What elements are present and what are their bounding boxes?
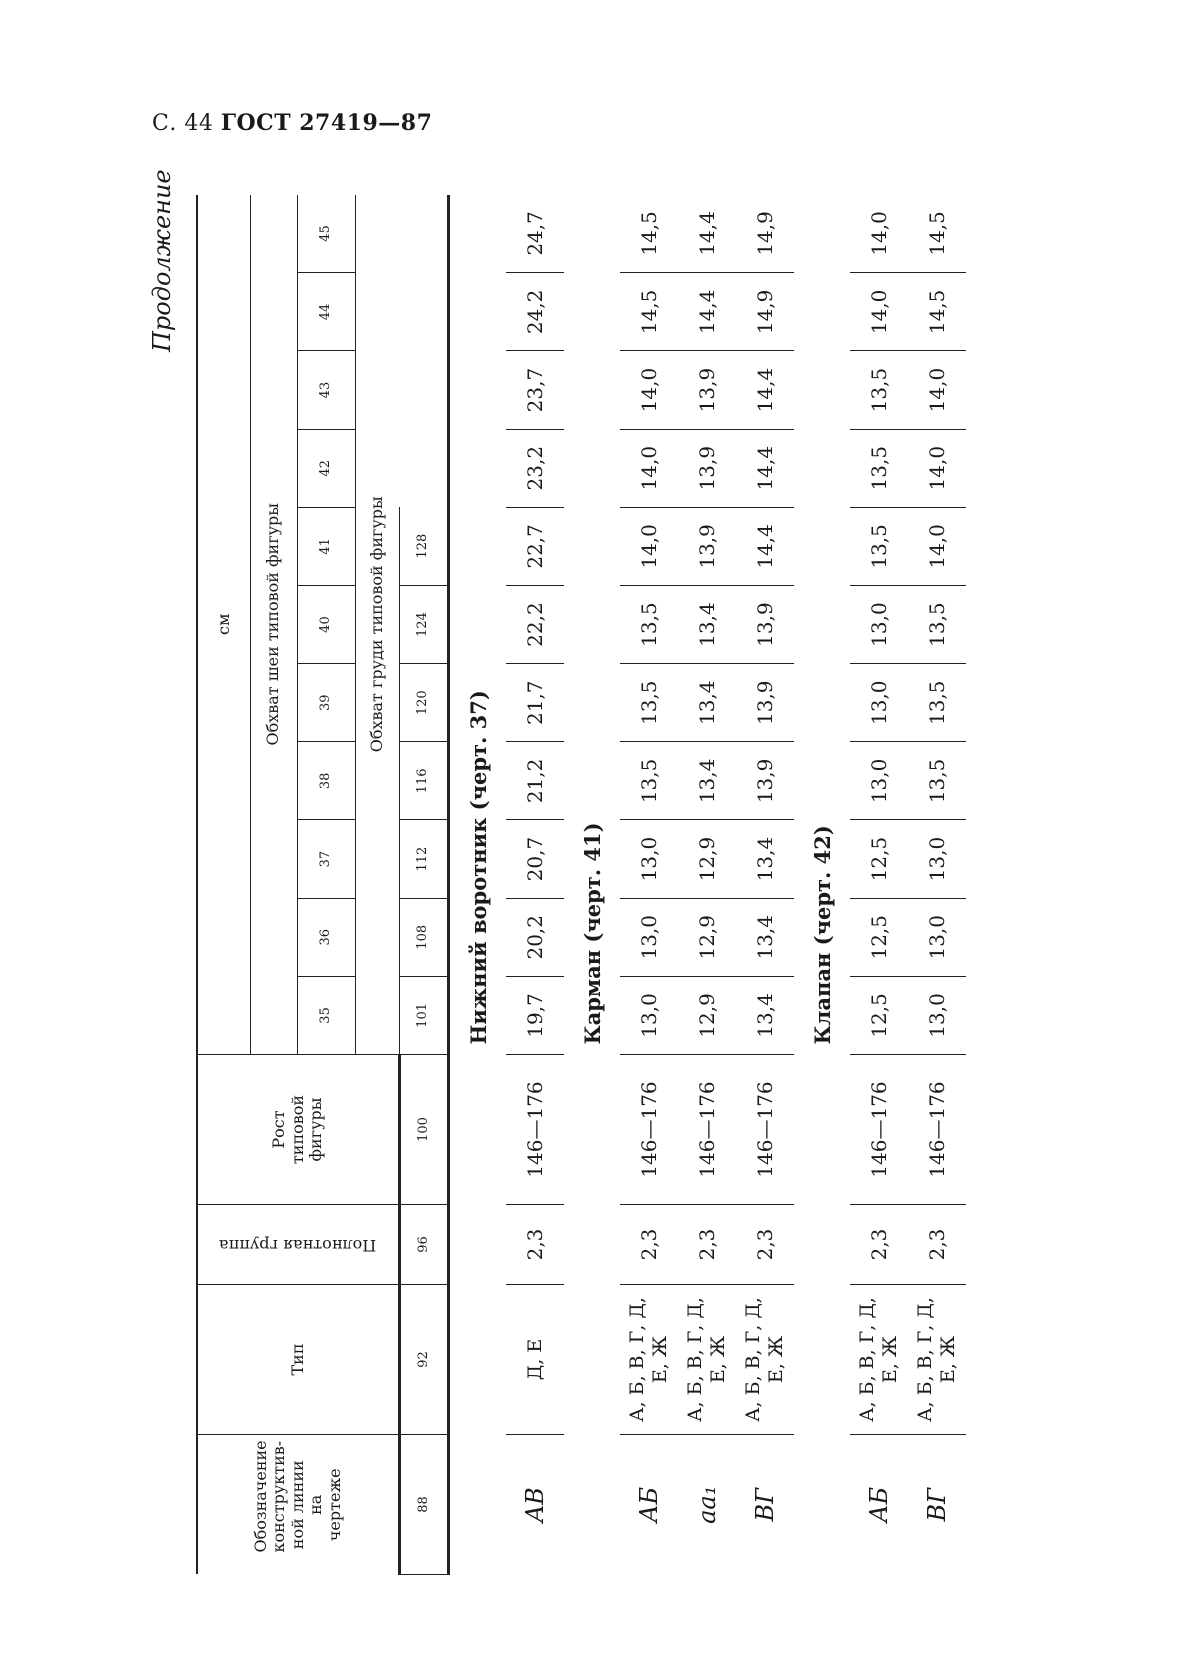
value-cell: 13,0 xyxy=(908,820,966,898)
designation-cell: AB xyxy=(521,1487,549,1523)
value-cell: 13,0 xyxy=(850,585,908,663)
table-row xyxy=(908,195,966,1575)
value-cell: 14,5 xyxy=(620,195,678,273)
value-cell: 13,0 xyxy=(908,898,966,976)
neck-size-header: 39 xyxy=(297,664,355,742)
neck-size-header: 35 xyxy=(297,976,355,1054)
size-table xyxy=(196,195,966,1575)
neck-size-header: 43 xyxy=(297,351,355,429)
value-cell: 12,9 xyxy=(678,976,736,1054)
chest-size-header: 120 xyxy=(400,664,449,742)
value-cell: 23,2 xyxy=(506,429,564,507)
page-number: С. 44 xyxy=(152,111,214,136)
value-cell: 13,0 xyxy=(850,742,908,820)
neck-size-header: 41 xyxy=(297,507,355,585)
section-title: Клапан (черт. 42) xyxy=(809,825,835,1045)
value-cell: 21,7 xyxy=(506,664,564,742)
value-cell: 24,7 xyxy=(506,195,564,273)
neck-size-header: 42 xyxy=(297,429,355,507)
value-cell: 12,5 xyxy=(850,976,908,1054)
section-title: Карман (черт. 41) xyxy=(579,822,605,1045)
value-cell: 13,5 xyxy=(908,664,966,742)
value-cell: 20,2 xyxy=(506,898,564,976)
chest-size-header: 108 xyxy=(400,898,449,976)
section-row xyxy=(794,195,850,1575)
value-cell: 13,9 xyxy=(678,429,736,507)
fullness-cell: 2,3 xyxy=(908,1205,966,1285)
designation-cell: ВГ xyxy=(751,1487,779,1522)
value-cell: 13,5 xyxy=(620,664,678,742)
fullness-cell: 2,3 xyxy=(506,1205,564,1285)
value-cell: 14,0 xyxy=(620,351,678,429)
value-cell: 14,9 xyxy=(736,195,794,273)
unit-header: см xyxy=(197,195,250,1055)
chest-size-header: 88 xyxy=(400,1435,449,1575)
chest-size-header: 92 xyxy=(400,1285,449,1435)
value-cell: 14,5 xyxy=(908,195,966,273)
fullness-cell: 2,3 xyxy=(736,1205,794,1285)
value-cell: 13,5 xyxy=(908,585,966,663)
page-header xyxy=(152,110,432,136)
value-cell: 23,7 xyxy=(506,351,564,429)
type-cell: А, Б, В, Г, Д, Е, Ж xyxy=(678,1285,736,1435)
section-spacer xyxy=(794,1055,850,1575)
type-cell: А, Б, В, Г, Д, Е, Ж xyxy=(850,1285,908,1435)
value-cell: 12,9 xyxy=(678,820,736,898)
chest-size-header: 128 xyxy=(400,507,449,585)
designation-cell: АБ xyxy=(865,1486,893,1523)
designation-cell: ВГ xyxy=(923,1487,951,1522)
value-cell: 14,4 xyxy=(678,195,736,273)
value-cell: 13,4 xyxy=(736,820,794,898)
chest-size-header: 116 xyxy=(400,742,449,820)
value-cell: 12,5 xyxy=(850,820,908,898)
value-cell: 12,5 xyxy=(850,898,908,976)
section-row xyxy=(449,195,507,1575)
value-cell: 13,4 xyxy=(678,664,736,742)
value-cell: 14,4 xyxy=(736,507,794,585)
height-cell: 146—176 xyxy=(850,1055,908,1205)
value-cell: 13,9 xyxy=(678,507,736,585)
fullness-cell: 2,3 xyxy=(620,1205,678,1285)
value-cell: 13,0 xyxy=(620,976,678,1054)
neck-size-header: 38 xyxy=(297,742,355,820)
height-cell: 146—176 xyxy=(620,1055,678,1205)
value-cell: 24,2 xyxy=(506,273,564,351)
value-cell: 13,4 xyxy=(678,742,736,820)
value-cell: 14,4 xyxy=(678,273,736,351)
value-cell: 13,9 xyxy=(736,664,794,742)
value-cell: 13,0 xyxy=(850,664,908,742)
type-cell: Д, Е xyxy=(506,1285,564,1435)
value-cell: 13,5 xyxy=(620,585,678,663)
col-designation-header: Обозначение конструктив- ной линии на чертеже xyxy=(197,1435,400,1575)
value-cell: 13,9 xyxy=(736,585,794,663)
value-cell: 14,0 xyxy=(850,273,908,351)
standard-number: ГОСТ 27419—87 xyxy=(220,110,433,136)
table-row xyxy=(736,195,794,1575)
value-cell: 14,0 xyxy=(850,195,908,273)
neck-size-header: 40 xyxy=(297,585,355,663)
value-cell: 13,0 xyxy=(620,820,678,898)
neck-size-header: 45 xyxy=(297,195,355,273)
chest-group-header: Обхват груди типовой фигуры xyxy=(355,195,399,1055)
value-cell: 14,0 xyxy=(908,429,966,507)
value-cell: 14,0 xyxy=(908,351,966,429)
col-fullness-label: Полнотная группа xyxy=(219,1235,377,1255)
value-cell: 13,4 xyxy=(678,585,736,663)
size-table-rotated xyxy=(196,195,1086,1575)
value-cell: 14,0 xyxy=(620,429,678,507)
value-cell: 14,4 xyxy=(736,429,794,507)
table-row xyxy=(506,195,564,1575)
value-cell: 14,5 xyxy=(620,273,678,351)
neck-size-header: 44 xyxy=(297,273,355,351)
value-cell: 21,2 xyxy=(506,742,564,820)
value-cell: 13,0 xyxy=(908,976,966,1054)
value-cell: 22,2 xyxy=(506,585,564,663)
height-cell: 146—176 xyxy=(736,1055,794,1205)
continuation-label: Продолжение xyxy=(148,169,176,352)
table-row xyxy=(850,195,908,1575)
value-cell: 14,5 xyxy=(908,273,966,351)
value-cell: 20,7 xyxy=(506,820,564,898)
col-type-header: Тип xyxy=(197,1285,400,1435)
col-fullness-header xyxy=(197,1205,400,1285)
fullness-cell: 2,3 xyxy=(678,1205,736,1285)
chest-size-header: 124 xyxy=(400,585,449,663)
type-cell: А, Б, В, Г, Д, Е, Ж xyxy=(620,1285,678,1435)
value-cell: 14,0 xyxy=(620,507,678,585)
chest-size-header: 96 xyxy=(400,1205,449,1285)
value-cell: 14,0 xyxy=(908,507,966,585)
value-cell: 13,5 xyxy=(620,742,678,820)
height-cell: 146—176 xyxy=(506,1055,564,1205)
table-row xyxy=(678,195,736,1575)
value-cell: 13,9 xyxy=(678,351,736,429)
value-cell: 12,9 xyxy=(678,898,736,976)
value-cell: 19,7 xyxy=(506,976,564,1054)
neck-size-header: 36 xyxy=(297,898,355,976)
value-cell: 13,5 xyxy=(850,429,908,507)
value-cell: 13,4 xyxy=(736,976,794,1054)
value-cell: 13,4 xyxy=(736,898,794,976)
designation-cell: АБ xyxy=(635,1486,663,1523)
chest-size-header: 101 xyxy=(400,976,449,1054)
type-cell: А, Б, В, Г, Д, Е, Ж xyxy=(908,1285,966,1435)
table-row xyxy=(620,195,678,1575)
height-cell: 146—176 xyxy=(678,1055,736,1205)
section-spacer xyxy=(449,1055,507,1575)
section-row xyxy=(564,195,620,1575)
value-cell: 14,4 xyxy=(736,351,794,429)
neck-group-header: Обхват шеи типовой фигуры xyxy=(250,195,297,1055)
chest-size-header: 100 xyxy=(400,1055,449,1205)
type-cell: А, Б, В, Г, Д, Е, Ж xyxy=(736,1285,794,1435)
section-spacer xyxy=(564,1055,620,1575)
designation-cell: aa₁ xyxy=(693,1485,721,1524)
chest-size-header: 112 xyxy=(400,820,449,898)
value-cell: 13,9 xyxy=(736,742,794,820)
value-cell: 14,9 xyxy=(736,273,794,351)
col-height-header: Рост типовой фигуры xyxy=(197,1055,400,1205)
neck-size-header: 37 xyxy=(297,820,355,898)
value-cell: 13,5 xyxy=(908,742,966,820)
height-cell: 146—176 xyxy=(908,1055,966,1205)
value-cell: 13,0 xyxy=(620,898,678,976)
section-title: Нижний воротник (черт. 37) xyxy=(465,690,491,1045)
fullness-cell: 2,3 xyxy=(850,1205,908,1285)
value-cell: 13,5 xyxy=(850,351,908,429)
value-cell: 13,5 xyxy=(850,507,908,585)
value-cell: 22,7 xyxy=(506,507,564,585)
